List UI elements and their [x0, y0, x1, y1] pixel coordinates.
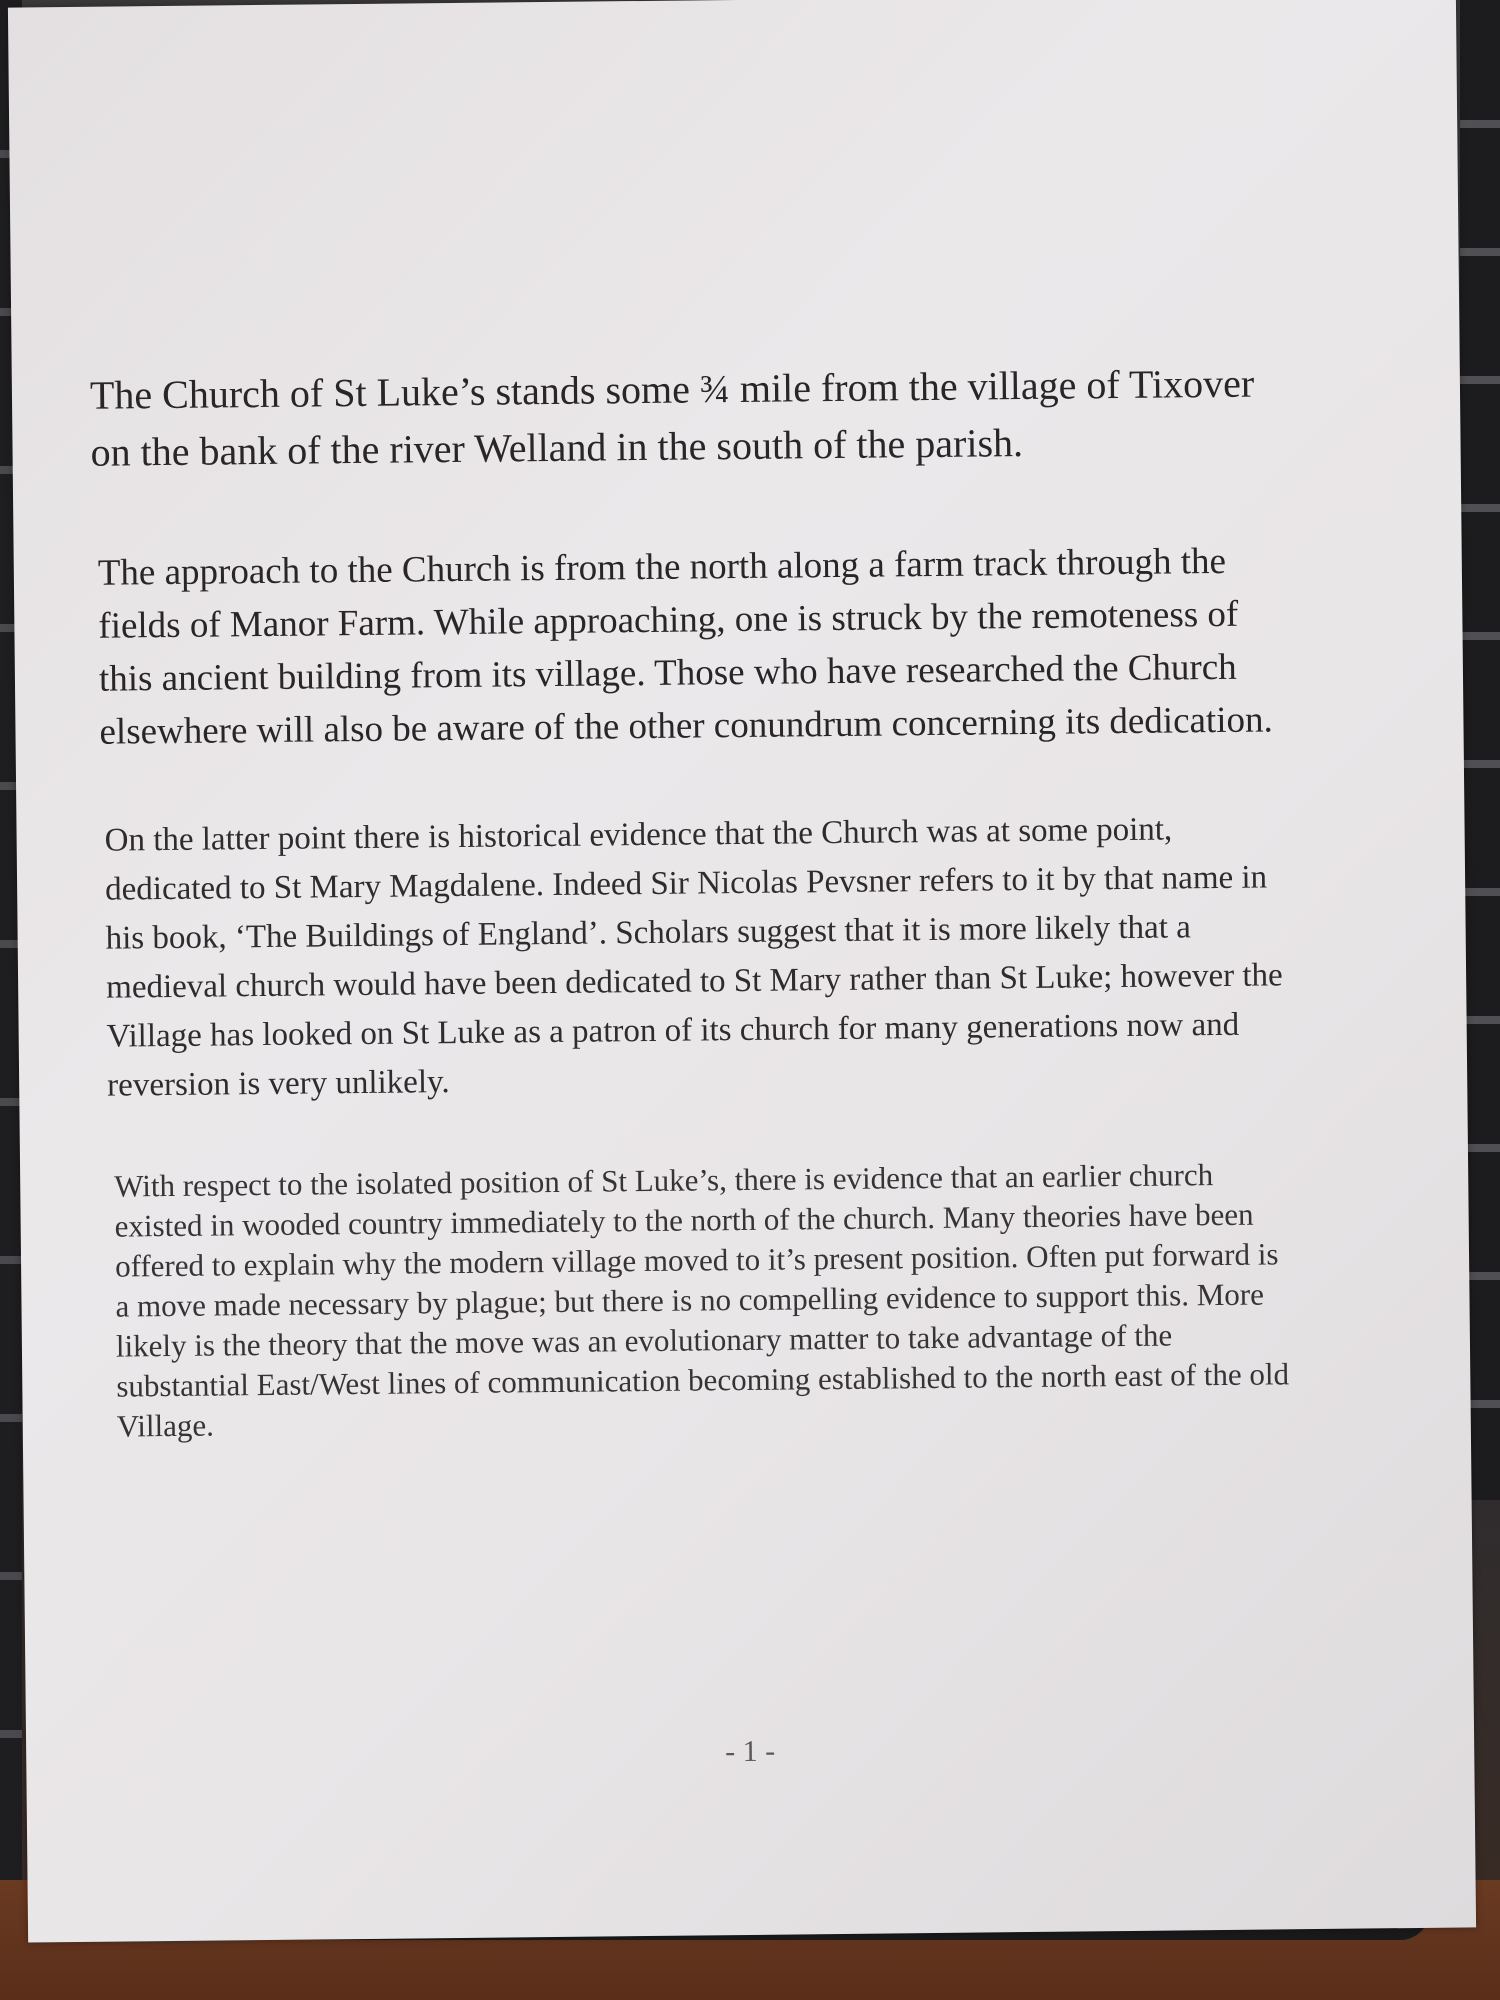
page-body	[90, 354, 1301, 1447]
page-number: - 1 -	[725, 1734, 776, 1769]
document-page	[8, 0, 1476, 1943]
paragraph-isolated-position: With respect to the isolated position of St Luke’s, there is evidence that an earlier church existed in wooded country immediately to the north of the church. Many theories have been offered to explain why the modern village moved to it’s present position. Often put forward is a move made necessary by plague; but there is no compelling evidence to support this. More likely is the theory that the move was an evolutionary matter to take advantage of the substantial East/West lines of communication becoming established to the north east of the old Village.	[114, 1157, 1290, 1444]
paragraph-dedication: On the latter point there is historical evidence that the Church was at some point, dedicated to St Mary Magdalene. Indeed Sir Nicolas Pevsner refers to it by that name in his book, ‘The Buildings of England’. Scholars suggest that it is more likely that a medieval church would have been dedicated to St Mary rather than St Luke; however the Village has looked on St Luke as a patron of its church for many generations now and reversion is very unlikely.	[104, 811, 1283, 1104]
paragraph-location: The Church of St Luke’s stands some ¾ mile from the village of Tixover on the bank of the river Welland in the south of the parish.	[89, 360, 1255, 475]
paragraph-approach: The approach to the Church is from the north along a farm track through the fields of Manor Farm. While approaching, one is struck by the remoteness of this ancient building from its village. Those who have researched the Church elsewhere will also be aware of the other conundrum concerning its dedication.	[97, 540, 1273, 753]
